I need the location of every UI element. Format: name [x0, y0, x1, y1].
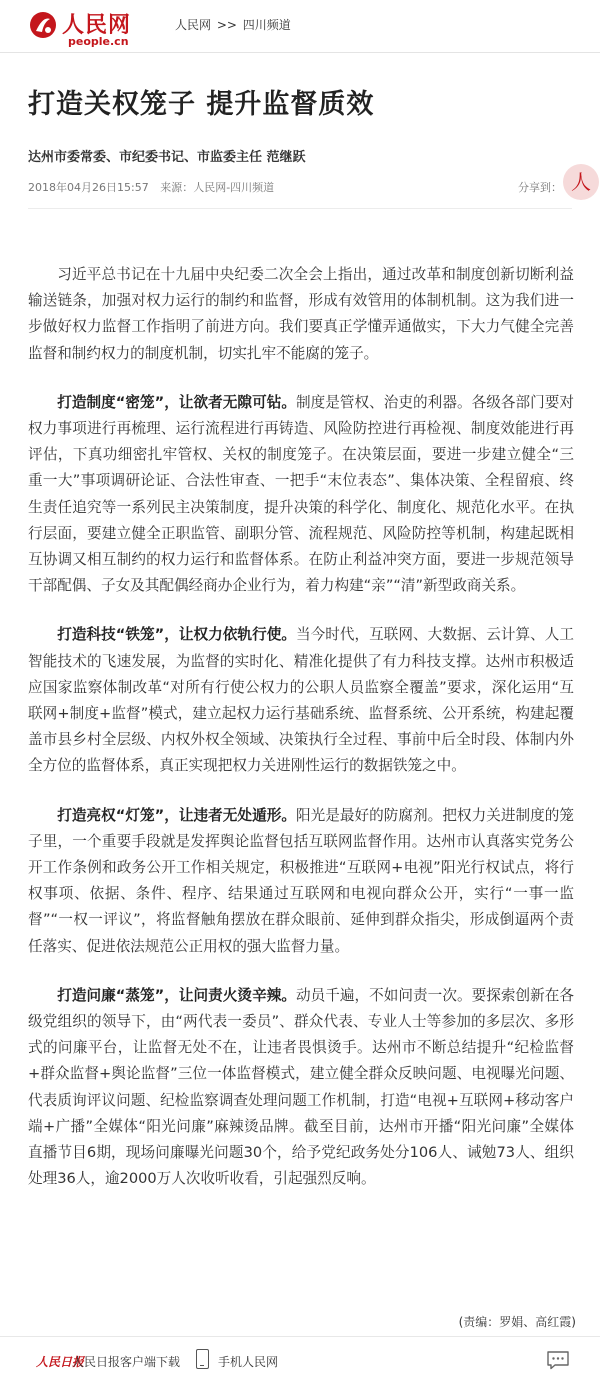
breadcrumb-channel-link[interactable]: 四川频道	[242, 18, 291, 32]
article-meta	[28, 179, 274, 195]
footer-bar	[0, 1336, 600, 1388]
paragraph-lead: 打造亮权“灯笼”，让违者无处遁形。	[57, 806, 296, 824]
editor-credit: (责编：罗娟、高红霞)	[458, 1315, 576, 1329]
logo-text: 人民网	[62, 12, 132, 38]
article-paragraph	[28, 983, 574, 1193]
breadcrumb-home-link[interactable]: 人民网	[175, 18, 212, 32]
article-source[interactable]: 来源：人民网-四川频道	[160, 181, 275, 194]
header-divider	[0, 52, 600, 53]
meta-divider	[28, 208, 572, 209]
mobile-phone-icon[interactable]	[196, 1349, 209, 1369]
paragraph-text: 动员千遍，不如问责一次。要探索创新在各级党组织的领导下，由“两代表一委员”、群众代表、专业人士等参加的多层次、多形式的问廉平台，让监督无处不在，让违者畏惧烫手。达州市不断总结提升“纪检监督+群众监督+舆论监督”三位一体监督模式，建立健全群众反映问题、电视曝光问题、代表质询评议问题、纪检监察调查处理问题工作机制，打造“电视+互联网+移动客户端+广播”全媒体“阳光问廉”麻辣烫品牌。截至目前，达州市开播“阳光问廉”全媒体直播节目6期，现场问廉曝光问题30个，给予党纪政务处分106人、诫勉73人、组织处理36人，逾2000万人次收听收看，引起强烈反响。	[28, 986, 574, 1188]
article-paragraph	[28, 622, 574, 779]
paragraph-text: 阳光是最好的防腐剂。把权力关进制度的笼子里，一个重要手段就是发挥舆论监督包括互联网监督作用。达州市认真落实党务公开工作条例和政务公开工作相关规定，积极推进“互联网+电视”阳光行权试点，将行权事项、依据、条件、程序、结果通过互联网和电视向群众公开，实行“一事一监督”“一权一评议”，将监督触角摆放在群众眼前、延伸到群众指尖，形成倒逼两个责任落实、促进依法规范公正用权的强大监督力量。	[28, 806, 574, 955]
logo-subtext: people.cn	[68, 35, 129, 48]
paragraph-lead: 打造制度“密笼”，让欲者无隙可钻。	[57, 393, 296, 411]
paragraph-text: 当今时代，互联网、大数据、云计算、人工智能技术的飞速发展，为监督的实时化、精准化提供了有力科技支撑。达州市积极适应国家监察体制改革“对所有行使公权力的公职人员监察全覆盖”要求，深化运用“互联网+制度+监督”模式，建立起权力运行基础系统、监督系统、公开系统，构建起覆盖市县乡村全层级、内权外权全领域、决策执行全过程、事前中后全时段、体制内外全方位的监督体系，真正实现把权力关进刚性运行的数据铁笼之中。	[28, 626, 574, 775]
logo-mark-icon	[28, 10, 58, 40]
article-body	[28, 262, 574, 1216]
paragraph-text: 习近平总书记在十九届中央纪委二次全会上指出，通过改革和制度创新切断利益输送链条，加强对权力运行的制约和监督，形成有效管用的体制机制。这为我们进一步做好权力监督工作指明了前进方向。我们要真正学懂弄通做实，下大力气健全完善监督和制约权力的制度机制，切实扎牢不能腐的笼子。	[28, 266, 574, 362]
article-paragraph	[28, 803, 574, 960]
publish-date: 2018年04月26日15:57	[28, 181, 149, 194]
share-people-icon[interactable]: 人	[563, 164, 599, 200]
breadcrumb	[175, 16, 293, 33]
breadcrumb-separator: >>	[216, 18, 237, 32]
people-cn-logo[interactable]	[28, 8, 138, 46]
article-paragraph	[28, 390, 574, 600]
site-header	[0, 0, 600, 52]
comment-icon[interactable]	[546, 1350, 570, 1370]
people-daily-app-logo[interactable]: 人民日报	[36, 1355, 85, 1369]
article-author: 达州市委常委、市纪委书记、市监委主任 范继跃	[28, 150, 306, 165]
mobile-site-link[interactable]: 手机人民网	[218, 1355, 279, 1369]
article-paragraph	[28, 262, 574, 367]
app-download-link[interactable]: 人民日报客户端下载	[72, 1355, 181, 1369]
paragraph-text: 制度是管权、治吏的利器。各级各部门要对权力事项进行再梳理、运行流程进行再铸造、风险防控进行再检视、制度效能进行再评估，下真功细密扎牢管权、关权的制度笼子。在决策层面，要进一步建立健全“三重一大”事项调研论证、合法性审查、一把手“末位表态”、集体决策、全程留痕、终生责任追究等一系列民主决策制度，提升决策的科学化、制度化、规范化水平。在执行层面，要建立健全正职监管、副职分管、流程规范、风险防控等机制，构建起既相互协调又相互制约的权力运行和监督体系。在防止利益冲突方面，要进一步规范领导干部配偶、子女及其配偶经商办企业行为，着力构建“亲”“清”新型政商关系。	[28, 393, 574, 595]
share-label: 分享到：	[518, 181, 562, 194]
paragraph-lead: 打造问廉“蒸笼”，让问责火烫辛辣。	[57, 986, 296, 1004]
article-title: 打造关权笼子 提升监督质效	[28, 89, 375, 120]
paragraph-lead: 打造科技“铁笼”，让权力依轨行使。	[57, 626, 296, 644]
